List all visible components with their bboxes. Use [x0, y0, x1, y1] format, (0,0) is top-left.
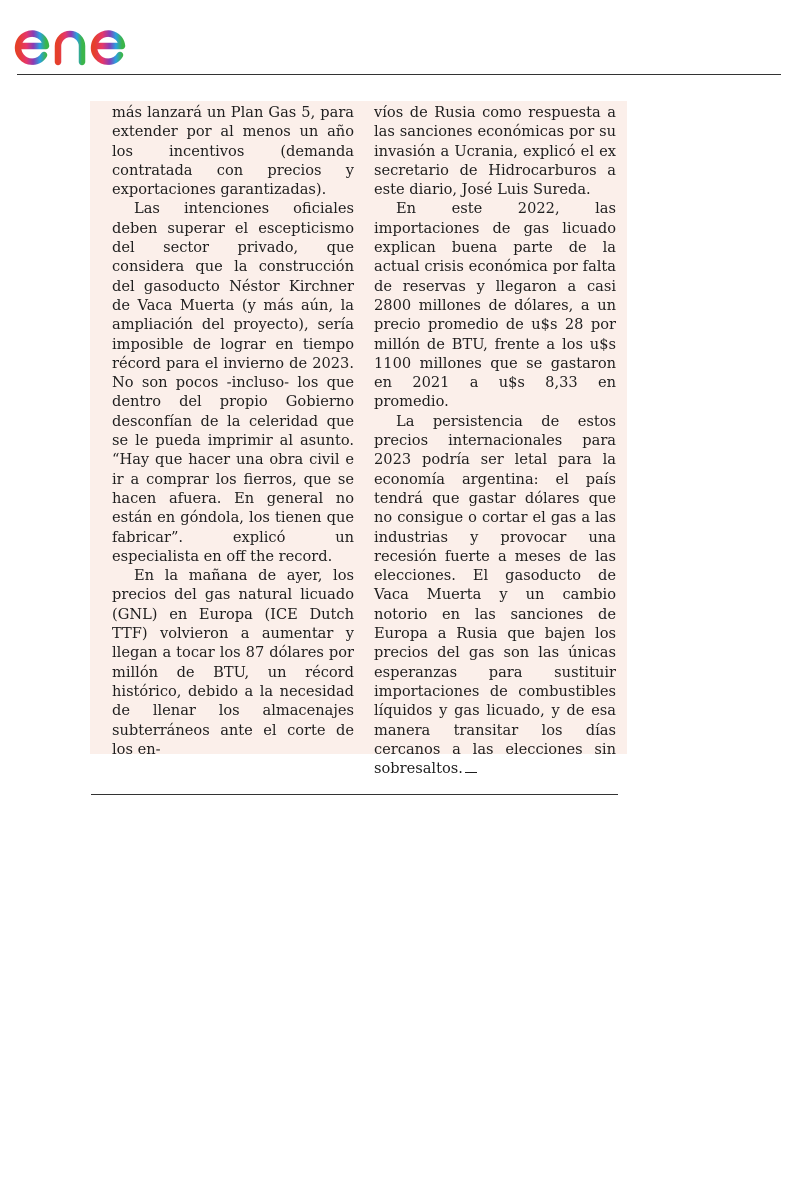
- paragraph-text: La persistencia de estos precios internacionales para 2023 podría ser letal para la economía argentina: el país tendrá que gastar dólares que no consigue o cortar el gas a las industrias y provocar una recesión fuerte a meses de las elecciones. El gasoducto de Vaca Muerta y un cambio notorio en las sanciones de Europa a Rusia que bajen los precios del gas son las únicas esperanzas para sustituir importaciones de combustibles líquidos y gas licuado, y de esa manera transitar los días cercanos a las elecciones sin sobresaltos.: [374, 412, 616, 778]
- news-clipping: [90, 101, 627, 778]
- paragraph: En la mañana de ayer, los precios del gas natural licuado (GNL) en Europa (ICE Dutch TTF) volvieron a aumentar y llegan a tocar los 87 dólares por millón de BTU, un récord histórico, debido a la necesidad de llenar los almacenajes subterráneos ante el corte de los en-: [112, 567, 354, 758]
- paragraph: Las intenciones oficiales deben superar el escepticismo del sector privado, que considera que la construcción del gasoducto Néstor Kirchner de Vaca Muerta (y más aún, la ampliación del proyecto), sería imposible de lograr en tiempo récord para el invierno de 2023. No son pocos -incluso- los que dentro del propio Gobierno desconfían de la celeridad que se le pueda imprimir al asunto. “Hay que hacer una obra civil e ir a comprar los fierros, que se hacen afuera. En general no están en góndola, los tienen que fabricar”. explicó un especialista en off the record.: [112, 200, 354, 565]
- footer-divider: [91, 794, 618, 795]
- enel-logo: [14, 8, 174, 68]
- paragraph: más lanzará un Plan Gas 5, para extender por al menos un año los incentivos (demanda contratada con precios y exportaciones garantizadas).: [112, 104, 354, 199]
- paragraph: En este 2022, las importaciones de gas licuado explican buena parte de la actual crisis económica por falta de reservas y llegaron a casi 2800 millones de dólares, a un precio promedio de u$s 28 por millón de BTU, frente a los u$s 1100 millones que se gastaron en 2021 a u$s 8,33 en promedio.: [374, 200, 616, 411]
- end-mark: [465, 772, 477, 773]
- paragraph: víos de Rusia como respuesta a las sanciones económicas por su invasión a Ucrania, explicó el ex secretario de Hidrocarburos a este diario, José Luis Sureda.: [374, 104, 616, 199]
- article-column-right: [374, 103, 616, 778]
- article-column-left: [112, 103, 354, 759]
- paragraph: [374, 412, 616, 779]
- header-divider: [17, 74, 781, 75]
